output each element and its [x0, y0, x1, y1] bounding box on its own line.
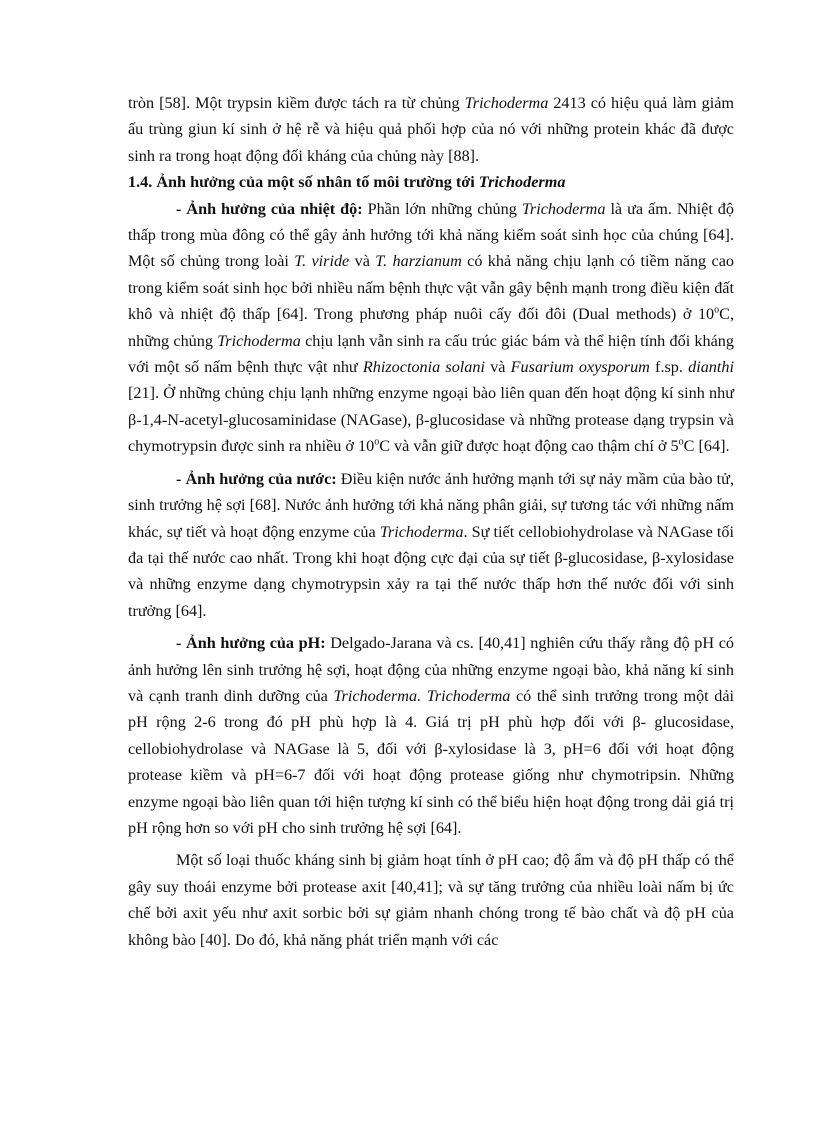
text-run: Một số loại thuốc kháng sinh bị giảm hoạt tính ở pH cao; độ ẩm và độ pH thấp có thể gây suy thoái enzyme bởi protease axit [40,41]; và sự tăng trưởng của nhiều loài nấm bị ức chế bởi axit yếu như axit sorbic bởi sự giảm nhanh chóng trong tế bào chất và độ pH của không bào [40]. Do đó, khả năng phát triển mạnh với các [128, 851, 734, 949]
section-heading [128, 169, 734, 195]
heading-species: Trichoderma [478, 173, 566, 192]
species-name: Trichoderma [217, 331, 301, 350]
species-name: T. viride [294, 252, 350, 271]
text-run: C và vẫn giữ được hoạt động cao thậm chí ở 5 [379, 437, 679, 456]
paragraph-ph [128, 630, 734, 841]
document-page [128, 90, 734, 953]
ph-label: - Ảnh hưởng của pH: [176, 634, 326, 653]
degree-sup: o [374, 436, 380, 448]
species-name: T. harzianum [375, 252, 462, 271]
text-run: là ưa ấm. Nhiệt độ thấp trong mùa đông có thể gây ảnh hưởng tới khả năng kiểm soát sinh học của chúng [64]. Một số chủng trong loài [128, 199, 734, 271]
degree-sup: o [714, 304, 720, 316]
species-name: Fusarium oxysporum [510, 358, 650, 377]
text-run: [21]. Ở những chủng chịu lạnh những enzyme ngoại bào liên quan đến hoạt động kí sinh như β-1,4-N-acetyl-glucosaminidase (NAGase), β-glucosidase và những protease dạng trypsin và chymotrypsin được sinh ra nhiều ở 10 [128, 384, 734, 456]
paragraph-water [128, 466, 734, 624]
paragraph-temperature [128, 196, 734, 460]
text-run: Điều kiện nước ảnh hưởng mạnh tới sự nảy mầm của bào tử, sinh trưởng hệ sợi [68]. Nước ảnh hưởng tới khả năng phân giải, sự tương tác với những nấm khác, sự tiết và hoạt động enzyme của [128, 469, 735, 541]
species-name: Trichoderma [379, 522, 464, 541]
text-run: có thể sinh trưởng trong một dải pH rộng 2-6 trong đó pH phù hợp là 4. Giá trị pH phù hợp đối với β- glucosidase, cellobiohydrolase và NAGase là 5, đối với β-xylosidase là 3, pH=6 đối với hoạt động protease kiềm và pH=6-7 đối với hoạt động protease giống như chymotripsin. Những enzyme ngoại bào liên quan tới hiện tượng kí sinh có thể biểu hiện hoạt động trong dải giá trị pH rộng hơn so với pH cho sinh trưởng hệ sợi [64]. [128, 686, 735, 837]
paragraph-trypsin [128, 90, 734, 169]
text-run: Delgado-Jarana và cs. [40,41] nghiên cứu thấy rằng độ pH có ảnh hưởng lên sinh trưởng hệ sợi, hoạt động của những enzyme ngoại bào, khả năng kí sinh và cạnh tranh dinh dưỡng của [128, 634, 734, 705]
text-run: và [349, 252, 376, 271]
species-name: dianthi [688, 358, 734, 377]
temperature-label: - Ảnh hưởng của nhiệt độ: [176, 199, 363, 218]
species-name: Trichoderma. Trichoderma [333, 686, 511, 705]
text-run: f.sp. [649, 358, 689, 377]
text-run: Phần lớn những chủng [362, 199, 522, 218]
paragraph-antibiotics [128, 847, 734, 953]
heading-text: 1.4. Ảnh hưởng của một số nhân tố môi trường tới [128, 173, 479, 192]
species-name: Trichoderma [464, 94, 549, 112]
text-run: 2413 có hiệu quả làm giảm ấu trùng giun kí sinh ở hệ rễ và hiệu quả phối hợp của nó với những protein khác đã được sinh ra trong hoạt động đối kháng của chủng này [88]. [128, 94, 734, 165]
degree-sup: o [678, 436, 684, 448]
text-run: C [64]. [683, 437, 730, 456]
text-run: tròn [58]. Một trypsin kiềm được tách ra từ chủng [128, 94, 465, 112]
text-run: chịu lạnh vẫn sinh ra cấu trúc giác bám và thể hiện tính đối kháng với một số nấm bệnh thực vật như [128, 331, 734, 377]
text-run: C, những chủng [128, 305, 734, 350]
water-label: - Ảnh hưởng của nước: [176, 469, 337, 488]
text-run: và [485, 358, 511, 377]
text-run: có khả năng chịu lạnh có tiềm năng cao trong kiểm soát sinh học bởi nhiều nấm bệnh thực vật vẫn gây bệnh mạnh trong điều kiện đất khô và nhiệt độ thấp [64]. Trong phương pháp nuôi cấy đối đôi (Dual methods) ở 10 [128, 252, 734, 324]
text-run: . Sự tiết cellobiohydrolase và NAGase tối đa tại thế nước cao nhất. Trong khi hoạt động cực đại của sự tiết β-glucosidase, β-xylosidase và những enzyme dạng chymotrypsin xảy ra tại thế nước thấp hơn thế nước đối với sinh trưởng [64]. [128, 522, 734, 620]
species-name: Rhizoctonia solani [362, 358, 485, 377]
species-name: Trichoderma [521, 199, 606, 218]
